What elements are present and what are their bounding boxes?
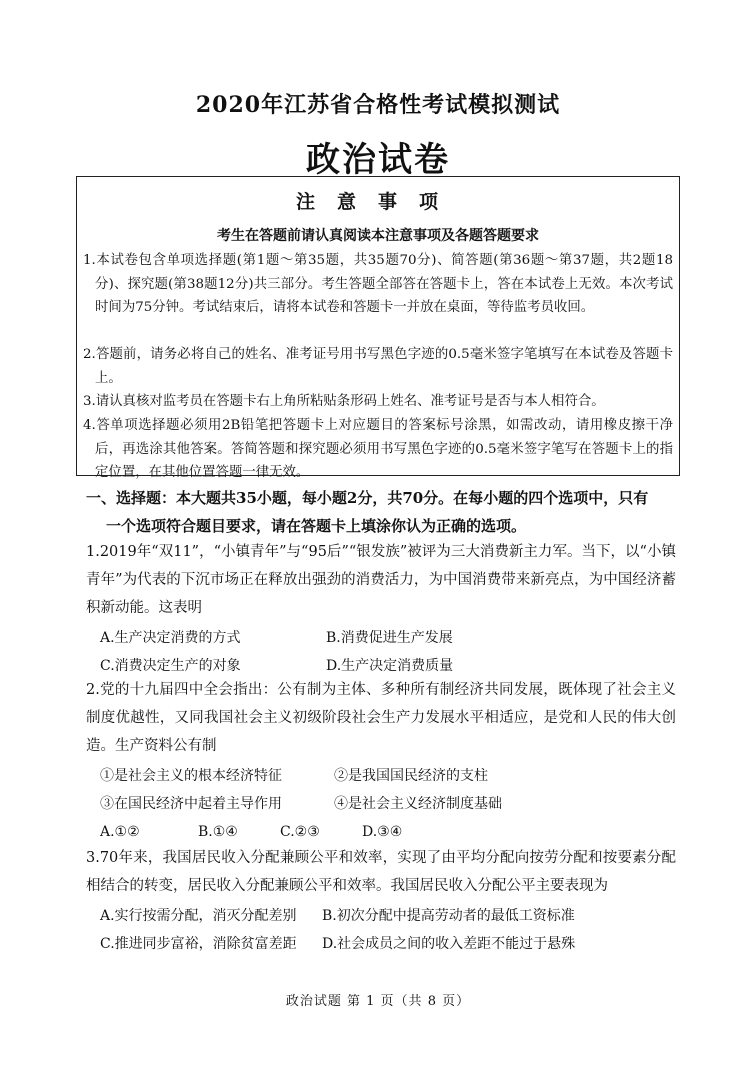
- question-2: [86, 676, 676, 846]
- section-heading-line2: 一个选项符合题目要求，请在答题卡上填涂你认为正确的选项。: [106, 517, 527, 535]
- question-stem: 1.2019年“双11”，“小镇青年”与“95后”“银发族”被评为三大消费新主力军。当下，以“小镇青年”为代表的下沉市场正在释放出强劲的消费活力，为中国消费带来新亮点，为中国经济蓄积新动能。这表明: [86, 544, 676, 616]
- notice-item-1: 1.本试卷包含单项选择题(第1题～第35题，共35题70分)、简答题(第36题～第37题，共2题18分)、探究题(第38题12分)共三部分。考生答题全部答在答题卡上，答在本试卷上无效。本次考试时间为75分钟。考试结束后，请将本试卷和答题卡一并放在桌面，等待监考员收回。: [83, 253, 673, 315]
- section-heading: [86, 484, 676, 540]
- exam-subtitle: 政治试卷: [306, 140, 450, 180]
- section-heading-line1: 一、选择题：本大题共35小题，每小题2分，共70分。在每小题的四个选项中，只有: [86, 489, 649, 507]
- statement-4: ④是社会主义经济制度基础: [334, 796, 502, 812]
- notice-item-3: 3.请认真核对监考员在答题卡右上角所粘贴条形码上姓名、准考证号是否与本人相符合。: [83, 394, 605, 409]
- statement-2: ②是我国国民经济的支柱: [334, 768, 488, 784]
- notice-box: [76, 176, 680, 480]
- option-a: A.①②: [100, 824, 140, 840]
- option-c: C.消费决定生产的对象: [100, 658, 241, 674]
- statements-row: [86, 762, 676, 790]
- statement-1: ①是社会主义的根本经济特征: [100, 768, 282, 784]
- option-a: A.实行按需分配，消灭分配差别: [100, 908, 297, 924]
- notice-item-2: 2.答题前，请务必将自己的姓名、准考证号用书写黑色字迹的0.5毫米签字笔填写在本试卷及答题卡上。: [83, 347, 673, 386]
- notice-body: [83, 249, 673, 485]
- notice-title: 注意事项: [295, 191, 460, 213]
- statements-row: [86, 790, 676, 818]
- option-d: D.社会成员之间的收入差距不能过于悬殊: [322, 936, 576, 952]
- option-b: B.初次分配中提高劳动者的最低工资标准: [322, 908, 575, 924]
- question-1: [86, 538, 676, 680]
- option-b: B.消费促进生产发展: [326, 630, 453, 646]
- option-d: D.③④: [362, 824, 403, 840]
- notice-subtitle: 考生在答题前请认真阅读本注意事项及各题答题要求: [217, 228, 539, 244]
- option-a: A.生产决定消费的方式: [100, 630, 241, 646]
- options-row: [86, 624, 676, 652]
- notice-item-4: 4.答单项选择题必须用2B铅笔把答题卡上对应题目的答案标号涂黑，如需改动，请用橡皮擦干净后，再选涂其他答案。答简答题和探究题必须用书写黑色字迹的0.5毫米签字笔写在答题卡上的指定位置，在其他位置答题一律无效。: [83, 418, 673, 480]
- option-c: C.推进同步富裕，消除贫富差距: [100, 936, 297, 952]
- option-b: B.①④: [198, 824, 238, 840]
- option-d: D.生产决定消费质量: [326, 658, 454, 674]
- options-row: [86, 930, 676, 958]
- question-stem: 2.党的十九届四中全会指出：公有制为主体、多种所有制经济共同发展，既体现了社会主义制度优越性，又同我国社会主义初级阶段社会生产力发展水平相适应，是党和人民的伟大创造。生产资料公有制: [86, 682, 676, 754]
- options-row: [86, 902, 676, 930]
- question-3: [86, 844, 676, 958]
- page-footer: 政治试题 第 1 页（共 8 页）: [285, 994, 471, 1009]
- options-row: [86, 818, 676, 846]
- statement-3: ③在国民经济中起着主导作用: [100, 796, 282, 812]
- exam-title: 2020年江苏省合格性考试模拟测试: [195, 92, 561, 118]
- option-c: C.②③: [280, 824, 320, 840]
- question-stem: 3.70年来，我国居民收入分配兼顾公平和效率，实现了由平均分配向按劳分配和按要素分配相结合的转变，居民收入分配兼顾公平和效率。我国居民收入分配公平主要表现为: [86, 850, 676, 894]
